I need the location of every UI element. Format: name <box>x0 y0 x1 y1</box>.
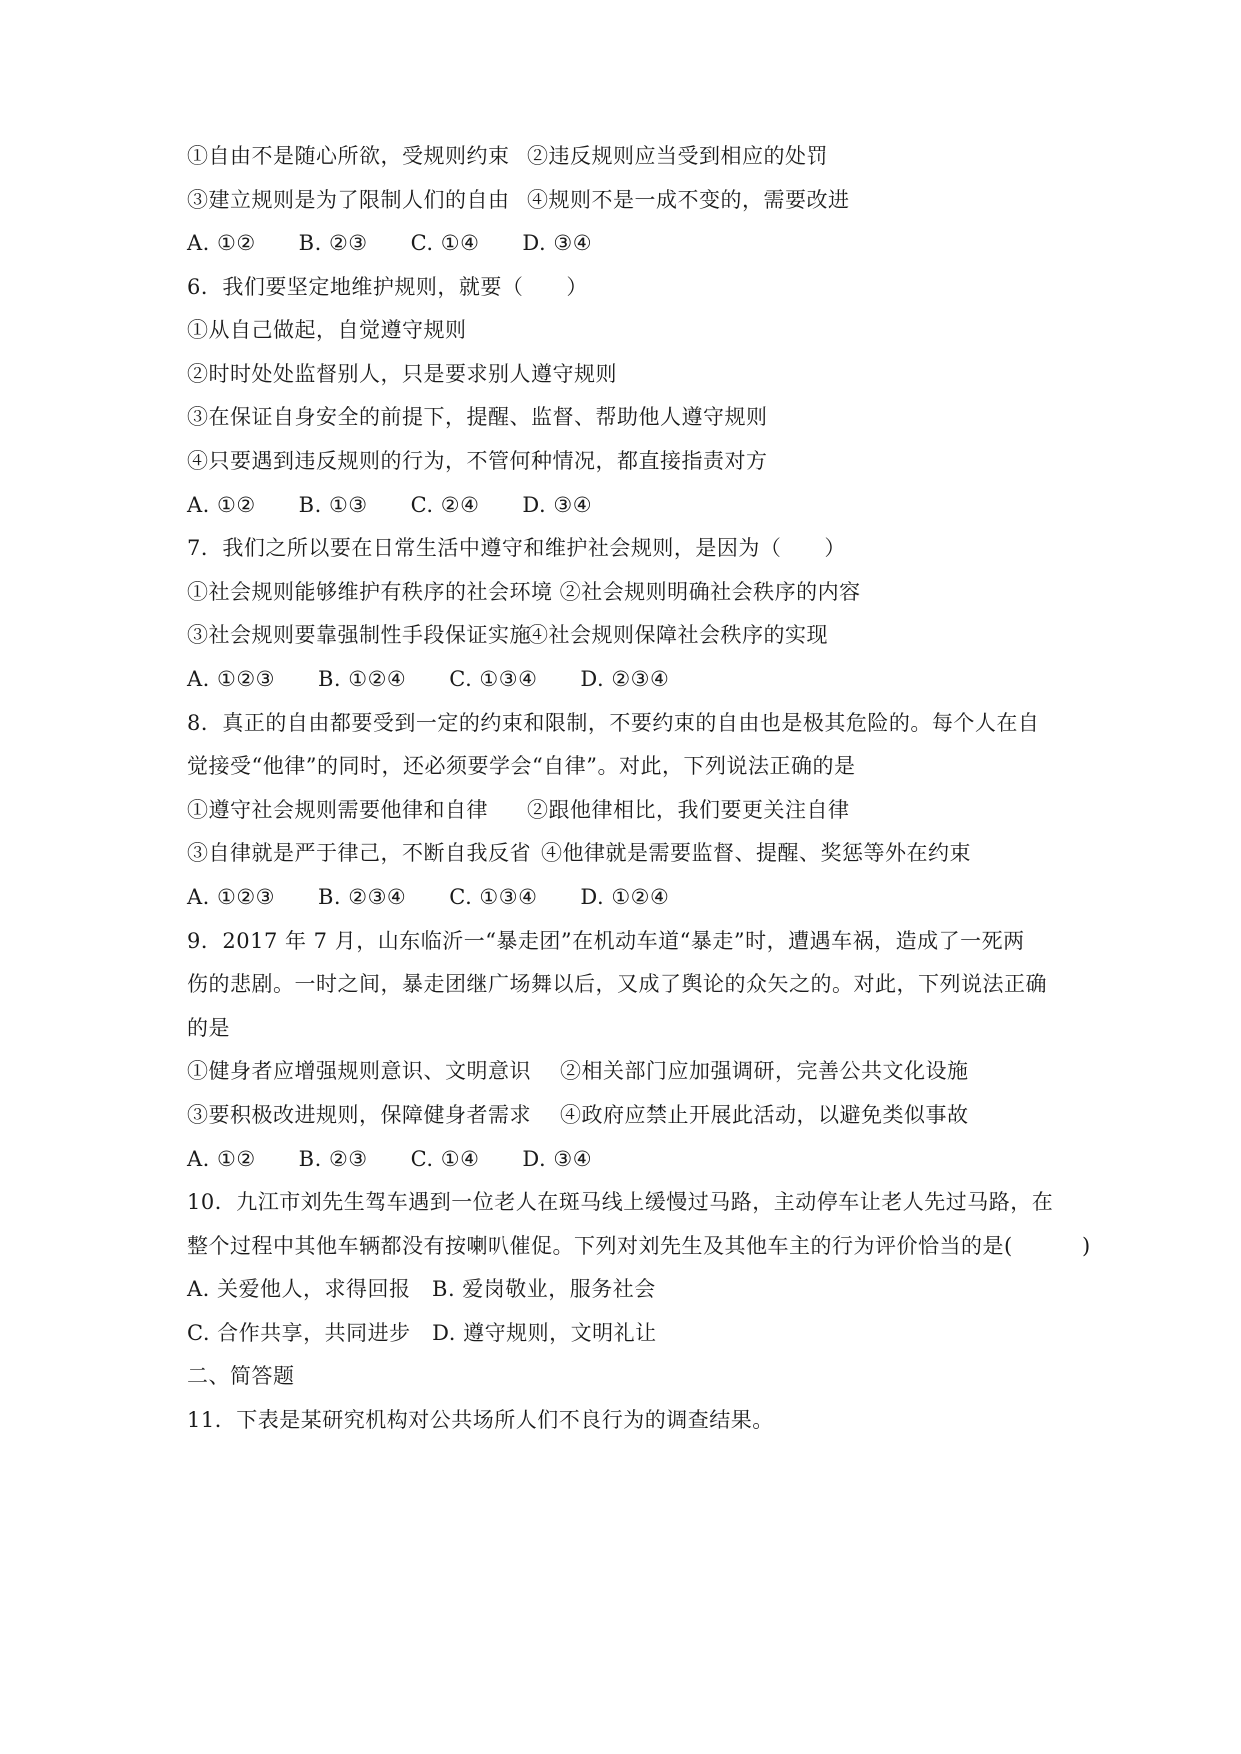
q9-statement-3: ③要积极改进规则，保障健身者需求 <box>187 1103 531 1127</box>
q5-statement-1: ①自由不是随心所欲，受规则约束 <box>187 144 510 168</box>
q6-statement-4: ④只要遇到违反规则的行为，不管何种情况，都直接指责对方 <box>187 449 768 473</box>
q5-options: A. ①② B. ②③ C. ①④ D. ③④ <box>187 231 593 255</box>
q6-statement-3: ③在保证自身安全的前提下，提醒、监督、帮助他人遵守规则 <box>187 405 768 429</box>
q8-statement-1: ①遵守社会规则需要他律和自律 <box>187 798 488 822</box>
q8-statement-3: ③自律就是严于律己，不断自我反省 <box>187 841 531 865</box>
q9-stem-line-2: 伤的悲剧。一时之间，暴走团继广场舞以后，又成了舆论的众矢之的。对此，下列说法正确 <box>187 972 1047 996</box>
q5-statement-3: ③建立规则是为了限制人们的自由 <box>187 188 510 212</box>
q9-statement-row-2 <box>187 1101 969 1129</box>
q10-stem-line-1: 10．九江市刘先生驾车遇到一位老人在斑马线上缓慢过马路，主动停车让老人先过马路，在 <box>187 1190 1054 1214</box>
q10-options-cd: C. 合作共享，共同进步 D. 遵守规则，文明礼让 <box>187 1321 657 1345</box>
q5-statement-4: ④规则不是一成不变的，需要改进 <box>527 188 850 212</box>
q8-statement-4: ④他律就是需要监督、提醒、奖惩等外在约束 <box>541 841 971 865</box>
section-heading-short-answer: 二、简答题 <box>187 1364 295 1388</box>
q6-options: A. ①② B. ①③ C. ②④ D. ③④ <box>187 493 593 517</box>
q7-statement-3: ③社会规则要靠强制性手段保证实施 <box>187 623 531 647</box>
q8-stem-line-1: 8．真正的自由都要受到一定的约束和限制，不要约束的自由也是极其危险的。每个人在自 <box>187 711 1040 735</box>
q7-options: A. ①②③ B. ①②④ C. ①③④ D. ②③④ <box>187 667 670 691</box>
q9-statement-1: ①健身者应增强规则意识、文明意识 <box>187 1059 531 1083</box>
q5-statement-row-2 <box>187 186 850 214</box>
q8-stem-line-2: 觉接受“他律”的同时，还必须要学会“自律”。对此，下列说法正确的是 <box>187 754 856 778</box>
q5-statement-row-1 <box>187 142 828 170</box>
q9-options: A. ①② B. ②③ C. ①④ D. ③④ <box>187 1147 593 1171</box>
q8-statement-row-2 <box>187 839 971 867</box>
q10-stem-line-2-text: 整个过程中其他车辆都没有按喇叭催促。下列对刘先生及其他车主的行为评价恰当的是( <box>187 1234 1013 1258</box>
q9-statement-4: ④政府应禁止开展此活动，以避免类似事故 <box>560 1103 969 1127</box>
q6-statement-2: ②时时处处监督别人，只是要求别人遵守规则 <box>187 362 617 386</box>
q5-statement-2: ②违反规则应当受到相应的处罚 <box>527 144 828 168</box>
q7-statement-row-2 <box>187 621 828 649</box>
q8-statement-row-1 <box>187 796 850 824</box>
q9-stem-line-1: 9．2017 年 7 月，山东临沂一“暴走团”在机动车道“暴走”时，遭遇车祸，造成了一死两 <box>187 929 1025 953</box>
q7-statement-4: ④社会规则保障社会秩序的实现 <box>527 623 828 647</box>
q10-answer-paren-close: ) <box>1082 1234 1091 1258</box>
q10-stem-line-2 <box>187 1232 1091 1260</box>
q7-stem: 7．我们之所以要在日常生活中遵守和维护社会规则，是因为（ ） <box>187 536 846 560</box>
q8-options: A. ①②③ B. ②③④ C. ①③④ D. ①②④ <box>187 885 670 909</box>
q9-stem-line-3: 的是 <box>187 1016 230 1040</box>
q9-statement-row-1 <box>187 1057 969 1085</box>
q11-stem: 11．下表是某研究机构对公共场所人们不良行为的调查结果。 <box>187 1408 774 1432</box>
q8-statement-2: ②跟他律相比，我们要更关注自律 <box>527 798 850 822</box>
q7-statement-1-2: ①社会规则能够维护有秩序的社会环境 ②社会规则明确社会秩序的内容 <box>187 580 861 604</box>
q10-options-ab: A. 关爱他人，求得回报 B. 爱岗敬业，服务社会 <box>187 1277 656 1301</box>
q9-statement-2: ②相关部门应加强调研，完善公共文化设施 <box>560 1059 969 1083</box>
q6-stem: 6．我们要坚定地维护规则，就要（ ） <box>187 275 588 299</box>
q6-statement-1: ①从自己做起，自觉遵守规则 <box>187 318 467 342</box>
